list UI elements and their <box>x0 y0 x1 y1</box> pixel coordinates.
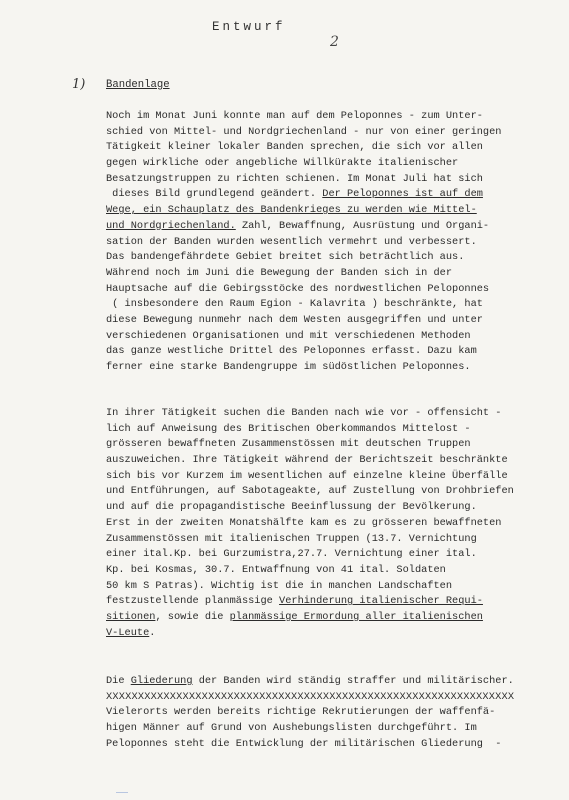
text-line <box>106 690 546 706</box>
text-segment: Während noch im Juni die Bewegung der Banden sich in der <box>106 266 453 279</box>
text-segment: schied von Mittel- und Nordgriechenland - nur von einer geringen <box>106 125 502 138</box>
section-number: 1) <box>72 77 86 92</box>
text-line <box>106 297 546 313</box>
paragraph <box>106 109 546 376</box>
text-segment: lich auf Anweisung des Britischen Oberkommandos Mittelost - <box>106 422 471 435</box>
text-line <box>106 579 546 595</box>
text-line <box>106 187 546 203</box>
text-line <box>106 737 546 753</box>
text-line <box>106 344 546 360</box>
text-segment: Das bandengefährdete Gebiet breitet sich beträchtlich aus. <box>106 251 465 264</box>
text-line <box>106 674 546 690</box>
text-line <box>106 406 546 422</box>
text-segment: Noch im Monat Juni konnte man auf dem Peloponnes - zum Unter- <box>106 110 483 122</box>
text-segment: Tätigkeit kleiner lokaler Banden sprechen, die sich vor allen <box>106 141 483 154</box>
text-line <box>106 532 546 548</box>
text-line <box>106 516 546 532</box>
underlined-text: Gliederung <box>130 675 193 687</box>
underlined-text: planmässige Ermordung aller italienischen <box>229 610 483 623</box>
text-line <box>106 125 546 141</box>
text-segment: Die <box>106 675 131 687</box>
text-segment: sation der Banden wurden wesentlich vermehrt und verbessert. <box>106 235 477 248</box>
ink-mark <box>116 792 128 797</box>
text-segment: festzustellende planmässige <box>106 595 280 608</box>
text-line <box>106 313 546 329</box>
text-line <box>106 360 546 376</box>
text-segment: Vielerorts werden bereits richtige Rekrutierungen der waffenfä- <box>106 706 496 719</box>
text-line <box>106 721 546 737</box>
text-segment: grösseren bewaffneten Zusammenstössen mit deutschen Truppen <box>106 438 471 451</box>
text-segment: ferner eine starke Bandengruppe im südöstlichen Peloponnes. <box>106 361 471 373</box>
text-line <box>106 250 546 266</box>
text-line <box>106 437 546 453</box>
text-line <box>106 500 546 516</box>
text-line <box>106 610 546 626</box>
underlined-text: und Nordgriechenland. <box>106 219 236 232</box>
text-segment: Hauptsache auf die Gebirgsstöcke des nordwestlichen Peloponnes <box>106 282 490 295</box>
text-segment: Zusammenstössen mit italienischen Truppen (13.7. Vernichtung <box>106 532 477 545</box>
text-segment: das ganze westliche Drittel des Peloponnes erfasst. Dazu kam <box>106 345 477 358</box>
text-segment: einer ital.Kp. bei Gurzumistra,27.7. Vernichtung einer ital. <box>106 548 477 561</box>
section-heading: Bandenlage <box>106 79 170 91</box>
text-line <box>106 109 546 125</box>
text-segment: 50 km S Patras). Wichtig ist die in manchen Landschaften <box>106 579 453 592</box>
text-segment: gegen wirkliche oder angebliche Willkürakte italienischer <box>106 157 459 170</box>
text-segment: sich bis vor Kurzem im wesentlichen auf einzelne kleine Überfälle <box>106 469 508 482</box>
text-line <box>106 140 546 156</box>
underlined-text: V-Leute <box>106 626 150 639</box>
text-segment: diese Bewegung nunmehr nach dem Westen ausgegriffen und unter <box>106 313 483 326</box>
text-line <box>106 156 546 172</box>
text-segment: dieses Bild grundlegend geändert. <box>106 188 323 201</box>
text-segment: Besatzungstruppen zu richten schienen. Im Monat Juli hat sich <box>106 172 483 185</box>
text-segment: Kp. bei Kosmas, 30.7. Entwaffnung von 41 ital. Soldaten <box>106 563 446 576</box>
text-line <box>106 422 546 438</box>
document-title: Entwurf <box>212 20 286 34</box>
text-line <box>106 453 546 469</box>
text-segment: ( insbesondere den Raum Egion - Kalavrita ) beschränkte, hat <box>106 298 483 311</box>
text-segment: Peloponnes steht die Entwicklung der militärischen Gliederung - <box>106 737 502 750</box>
text-line <box>106 172 546 188</box>
text-segment: higen Männer auf Grund von Aushebungslisten durchgeführt. Im <box>106 722 477 735</box>
text-line <box>106 329 546 345</box>
text-segment: verschiedenen Organisationen und mit verschiedenen Methoden <box>106 329 471 342</box>
underlined-text: Der Peloponnes ist auf dem <box>322 188 483 201</box>
text-line <box>106 282 546 298</box>
text-segment: der Banden wird ständig straffer und militärischer. <box>192 675 514 687</box>
paragraph <box>106 406 546 641</box>
text-segment: Erst in der zweiten Monatshälfte kam es zu grösseren bewaffneten <box>106 516 502 529</box>
handwritten-page-number: 2 <box>330 34 339 50</box>
text-line <box>106 219 546 235</box>
struck-out-text: XXXXXXXXXXXXXXXXXXXXXXXXXXXXXXXXXXXXXXXXXXXXXXXXXXXXXXXXXXXXXXXX <box>106 690 515 703</box>
paragraph <box>106 674 546 752</box>
text-segment: , sowie die <box>155 610 230 623</box>
text-line <box>106 626 546 642</box>
text-line <box>106 594 546 610</box>
underlined-text: sitionen <box>106 610 156 623</box>
underlined-text: Verhinderung italienischer Requi- <box>279 595 483 608</box>
text-line <box>106 266 546 282</box>
text-segment: . <box>149 626 156 639</box>
text-segment: und Entführungen, auf Sabotageakte, auf Zustellung von Drohbriefen <box>106 485 514 498</box>
text-segment: und auf die propagandistische Beeinflussung der Bevölkerung. <box>106 501 477 514</box>
underlined-text: Wege, ein Schauplatz des Bandenkrieges zu werden wie Mittel- <box>106 204 477 217</box>
text-segment: Zahl, Bewaffnung, Ausrüstung und Organi- <box>235 219 490 232</box>
text-line <box>106 235 546 251</box>
text-line <box>106 203 546 219</box>
text-line <box>106 705 546 721</box>
text-line <box>106 563 546 579</box>
text-segment: auszuweichen. Ihre Tätigkeit während der Berichtszeit beschränkte <box>106 454 508 467</box>
text-line <box>106 469 546 485</box>
text-segment: In ihrer Tätigkeit suchen die Banden nach wie vor - offensicht - <box>106 407 502 419</box>
text-line <box>106 547 546 563</box>
text-line <box>106 484 546 500</box>
